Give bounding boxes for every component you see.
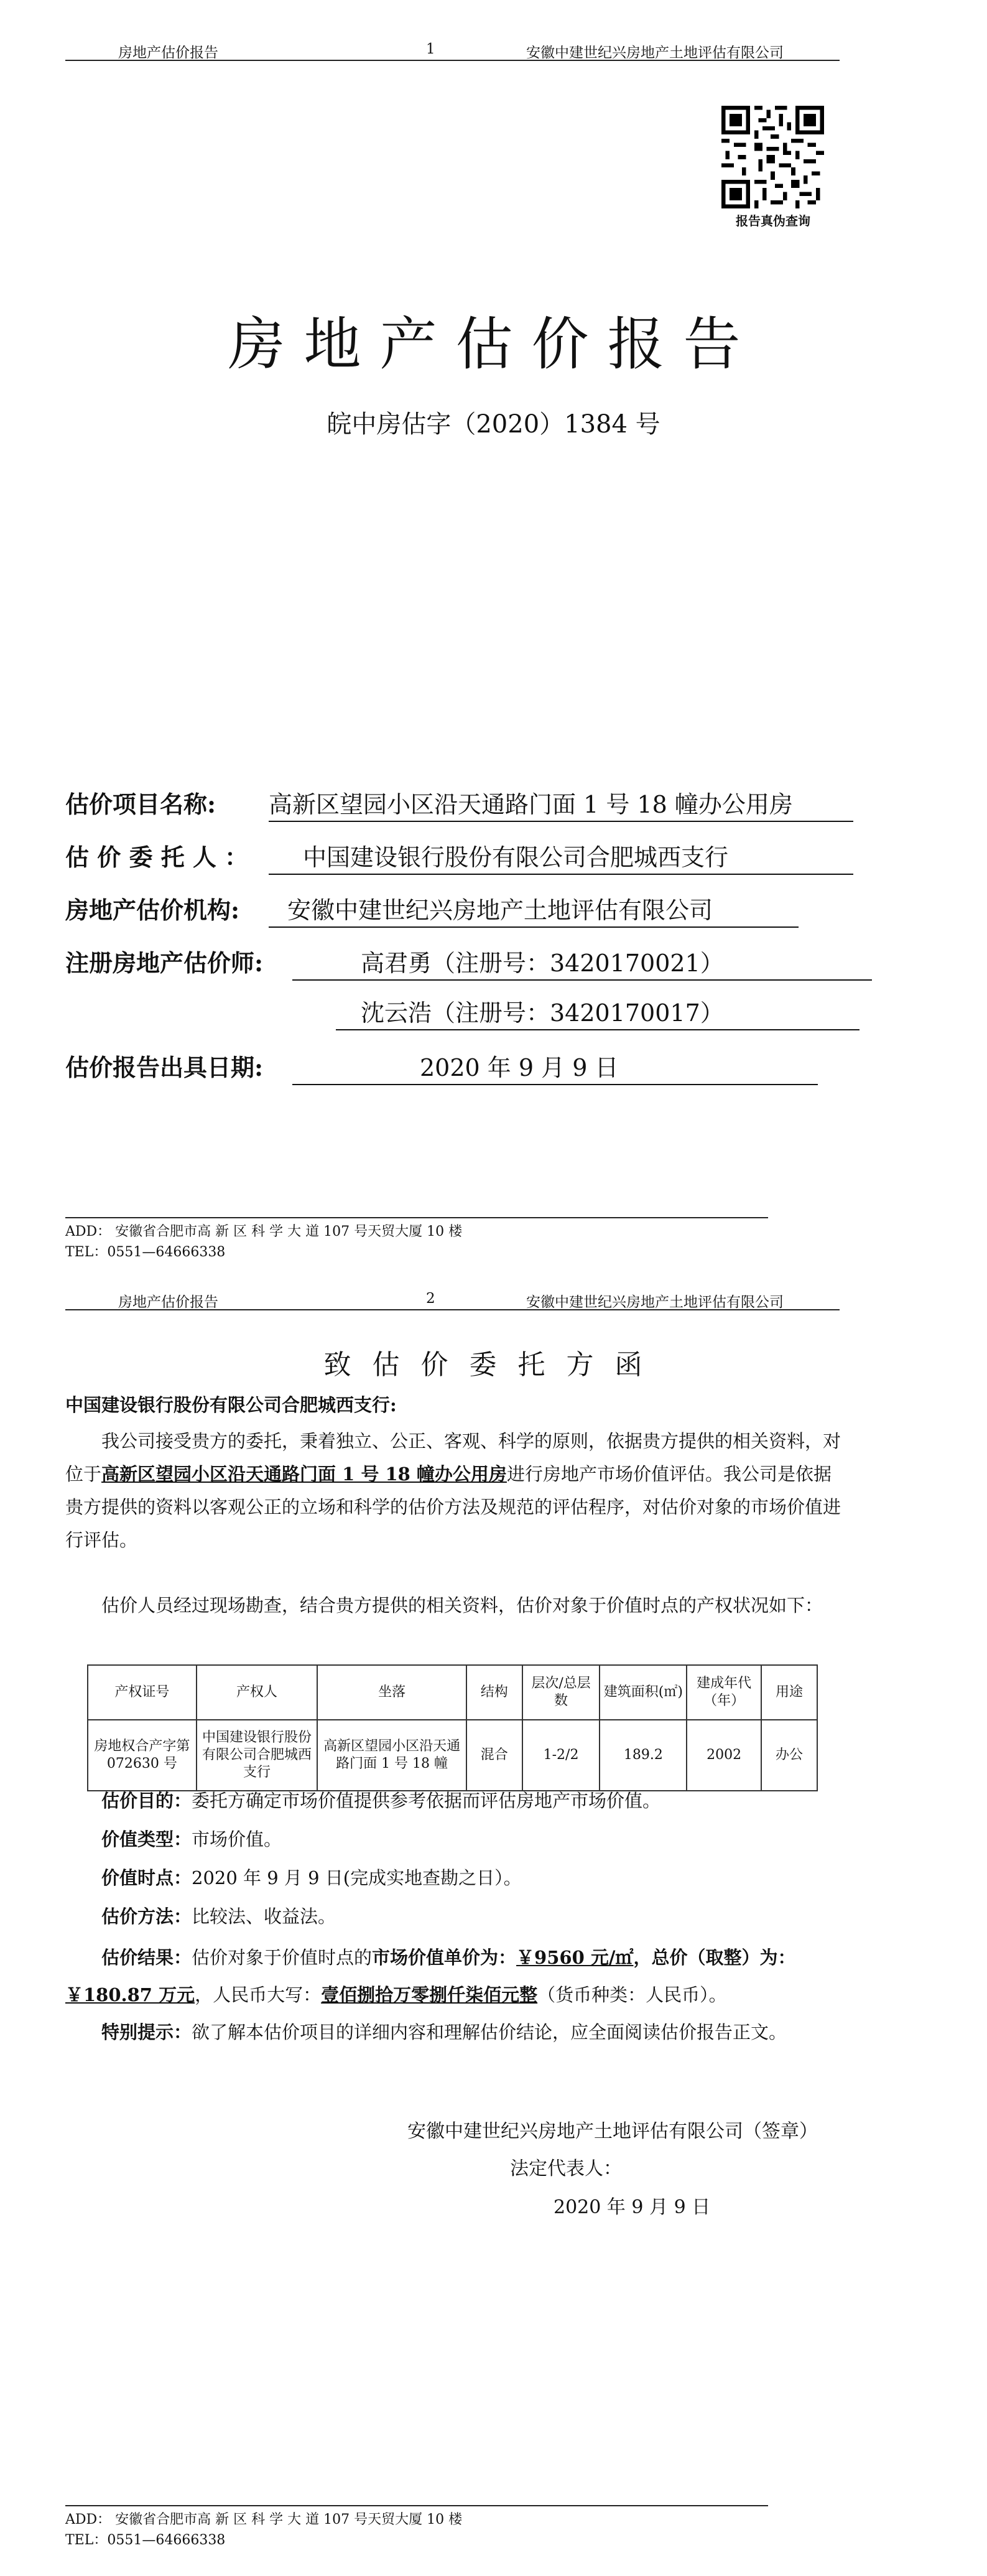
field-issue-date [65, 1048, 263, 1083]
p1-text-a: 我公司接受贵方的委托，秉着独立、公正、客观、科学的原则，依据贵方提供的相关资料，对位于 [65, 1430, 841, 1485]
field-value-agency: 安徽中建世纪兴房地产土地评估有限公司 [269, 891, 799, 928]
table-cell: 混合 [466, 1720, 522, 1791]
table-header: 建筑面积(㎡) [600, 1665, 687, 1720]
footer-tel: TEL：0551—64666338 [65, 2532, 226, 2548]
signature-date: 2020 年 9 月 9 日 [554, 2196, 711, 2218]
header-report-name: 房地产估价报告 [118, 45, 218, 61]
result-text-a: 估价对象于价值时点的 [192, 1947, 373, 1968]
page-header [65, 39, 840, 61]
total-price-chinese: 壹佰捌拾万零捌仟柒佰元整 [321, 1984, 538, 2005]
table-cell: 189.2 [600, 1720, 687, 1791]
value-time-text: 2020 年 9 月 9 日(完成实地查勘之日）。 [192, 1867, 522, 1888]
value-type-label: 价值类型： [101, 1829, 192, 1850]
field-agency [65, 891, 239, 925]
p1-text-b: 进行房地产市场价值评估。我公司是依据贵方提供的资料以客观公正的立场和科学的估价方法及规范的评估程序，对估价对象的市场价值进行评估。 [65, 1463, 841, 1551]
result-text-b: 市场价值单价为： [372, 1947, 517, 1968]
field-value-project: 高新区望园小区沿天通路门面 1 号 18 幢办公用房 [269, 785, 853, 822]
letter-title: 致估价委托方函 [323, 1349, 664, 1381]
method-label: 估价方法： [101, 1906, 192, 1927]
header-company-name: 安徽中建世纪兴房地产土地评估有限公司 [526, 45, 784, 61]
footer-address: ADD： 安徽省合肥市高 新 区 科 学 大 道 107 号天贸大厦 10 楼 [65, 1224, 463, 1239]
purpose-line [101, 1785, 841, 1818]
page-header [65, 1288, 840, 1310]
field-label: 估 价 委 托 人 ： [65, 843, 249, 871]
table-header: 产权人 [197, 1665, 318, 1720]
letter-paragraph-1 [65, 1425, 843, 1557]
unit-price: ￥9560 元/㎡ [516, 1947, 634, 1968]
qr-caption: 报告真伪查询 [736, 213, 810, 228]
property-table [87, 1664, 818, 1791]
value-type-text: 市场价值。 [192, 1829, 282, 1850]
method-text: 比较法、收益法。 [192, 1906, 336, 1927]
notice-text: 欲了解本估价项目的详细内容和理解估价结论，应全面阅读估价报告正文。 [192, 2022, 787, 2043]
notice-line [101, 2016, 841, 2049]
value-type-line [101, 1823, 841, 1856]
table-header: 层次/总层数 [522, 1665, 600, 1720]
table-cell: 1-2/2 [522, 1720, 600, 1791]
field-project-name [65, 785, 216, 819]
page-footer [65, 2509, 462, 2550]
letter-addressee: 中国建设银行股份有限公司合肥城西支行: [65, 1394, 397, 1416]
header-page-number: 1 [426, 41, 435, 57]
table-cell: 房地权合产字第 072630 号 [88, 1720, 197, 1791]
field-label: 估价项目名称: [65, 790, 216, 818]
p1-object: 高新区望园小区沿天通路门面 1 号 18 幢办公用房 [101, 1463, 507, 1485]
footer-tel: TEL：0551—64666338 [65, 1244, 226, 1260]
purpose-text: 委托方确定市场价值提供参考依据而评估房地产市场价值。 [192, 1790, 661, 1811]
purpose-label: 估价目的： [101, 1790, 192, 1811]
field-label: 注册房地产估价师: [65, 949, 264, 977]
value-time-line [101, 1862, 841, 1895]
field-value-appraiser-1: 高君勇（注册号：3420170021） [292, 944, 872, 981]
notice-label: 特别提示： [101, 2022, 192, 2043]
document-number: 皖中房估字（2020）1384 号 [327, 410, 660, 439]
table-cell: 中国建设银行股份有限公司合肥城西支行 [197, 1720, 318, 1791]
result-text-e: （货币种类：人民币）。 [537, 1984, 727, 2005]
total-price: ￥180.87 万元 [65, 1984, 195, 2005]
field-appraisers [65, 944, 263, 978]
result-paragraph [65, 1939, 843, 2014]
footer-divider [65, 1217, 768, 1218]
table-header: 坐落 [317, 1665, 466, 1720]
footer-divider [65, 2505, 768, 2506]
header-company-name: 安徽中建世纪兴房地产土地评估有限公司 [526, 1294, 784, 1310]
signature-company: 安徽中建世纪兴房地产土地评估有限公司（签章） [407, 2121, 818, 2142]
table-cell: 高新区望园小区沿天通路门面 1 号 18 幢 [317, 1720, 466, 1791]
header-page-number: 2 [426, 1290, 435, 1307]
page-footer [65, 1221, 462, 1262]
table-cell: 2002 [687, 1720, 761, 1791]
field-value-issue-date: 2020 年 9 月 9 日 [292, 1048, 818, 1085]
result-text-d: ，人民币大写： [195, 1984, 322, 2005]
table-header: 建成年代（年） [687, 1665, 761, 1720]
qr-code-icon [721, 106, 824, 208]
table-row [88, 1720, 817, 1791]
table-header-row [88, 1665, 817, 1720]
header-report-name: 房地产估价报告 [118, 1294, 218, 1310]
field-value-client: 中国建设银行股份有限公司合肥城西支行 [269, 838, 853, 875]
table-header: 产权证号 [88, 1665, 197, 1720]
field-client [65, 838, 248, 872]
field-label: 房地产估价机构: [65, 896, 240, 924]
table-header: 用途 [761, 1665, 817, 1720]
method-line [101, 1900, 841, 1933]
result-text-c: ，总价（取整）为： [633, 1947, 796, 1968]
footer-address: ADD： 安徽省合肥市高 新 区 科 学 大 道 107 号天贸大厦 10 楼 [65, 2512, 463, 2527]
field-label: 估价报告出具日期: [65, 1053, 264, 1081]
table-header: 结构 [466, 1665, 522, 1720]
field-value-appraiser-2: 沈云浩（注册号：3420170017） [336, 994, 860, 1030]
table-cell: 办公 [761, 1720, 817, 1791]
letter-paragraph-2: 估价人员经过现场勘查，结合贵方提供的相关资料，估价对象于价值时点的产权状况如下： [101, 1595, 823, 1616]
result-label: 估价结果： [101, 1947, 192, 1968]
signature-representative: 法定代表人： [510, 2158, 622, 2180]
report-title: 房地产估价报告 [228, 311, 759, 378]
value-time-label: 价值时点： [101, 1867, 192, 1888]
